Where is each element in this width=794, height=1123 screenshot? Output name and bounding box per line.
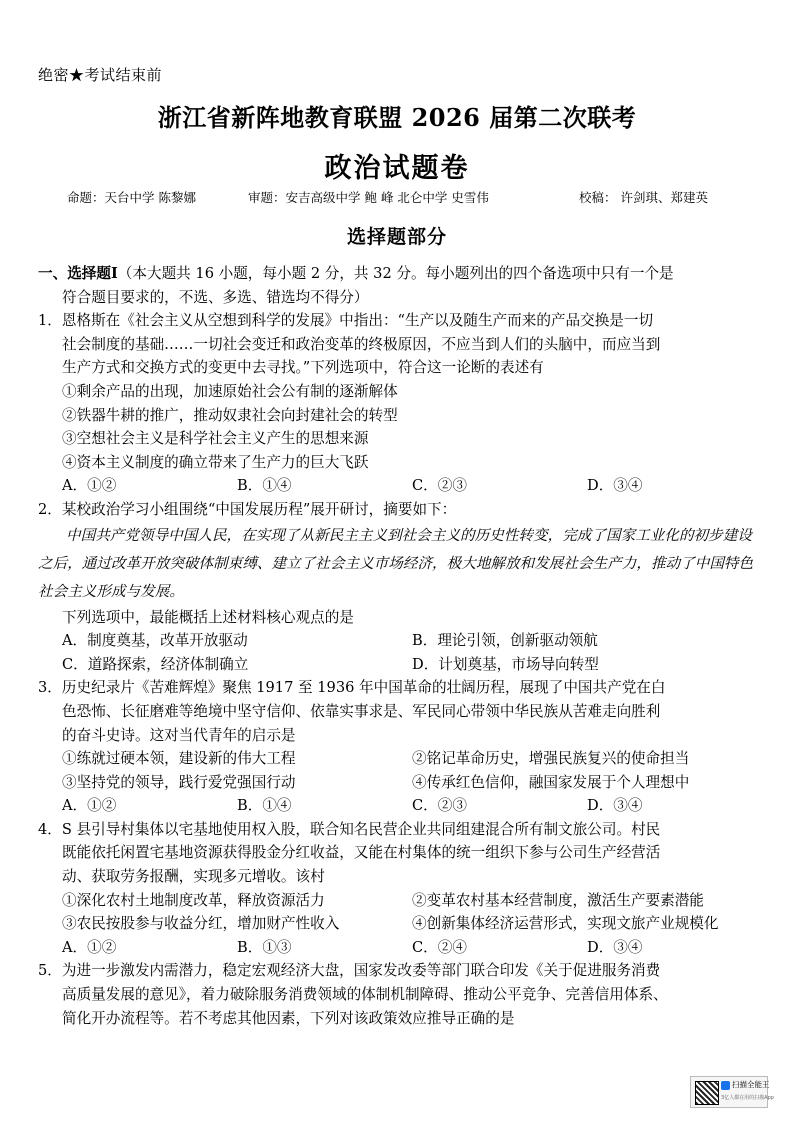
section-title: 选择题部分 xyxy=(346,226,447,248)
confidential-mark: 绝密★考试结束前 xyxy=(38,66,163,84)
qr-code-icon xyxy=(695,1081,719,1105)
q3-item: ②铭记革命历史，增强民族复兴的使命担当 xyxy=(412,750,690,768)
q4-option-a: A．①② xyxy=(62,938,117,956)
q4-item: ①深化农村土地制度改革，释放资源活力 xyxy=(62,891,325,909)
q2-option-c: C．道路探索，经济体制确立 xyxy=(62,655,249,673)
q3-item: ④传承红色信仰，融国家发展于个人理想中 xyxy=(412,773,690,791)
q5-stem-line: 简化开办流程等。若不考虑其他因素，下列对该政策效应推导正确的是 xyxy=(62,1009,515,1027)
q5-stem-line: 高质量发展的意见》，着力破除服务消费领域的体制机制障碍、推动公平竞争、完善信用体系、 xyxy=(62,986,668,1004)
scanner-name: 扫描全能王 xyxy=(732,1080,770,1089)
q1-stem-line: 社会制度的基础……一切社会变迁和政治变革的终极原因，不应当到人们的头脑中，而应当到 xyxy=(62,335,661,353)
q4-stem-line: 既能依托闲置宅基地资源获得股金分红收益，又能在村集体的统一组织下参与公司生产经营活 xyxy=(62,844,661,862)
q4-option-d: D．③④ xyxy=(587,938,643,956)
q4-item: ②变革农村基本经营制度，激活生产要素潜能 xyxy=(412,891,704,909)
q5-stem-line: 5．为进一步激发内需潜力，稳定宏观经济大盘，国家发改委等部门联合印发《关于促进服务消费 xyxy=(38,962,661,980)
scanner-tagline: 3亿人都在用的扫描App xyxy=(721,1095,774,1101)
q2-option-b: B．理论引领，创新驱动领航 xyxy=(412,632,598,650)
q1-options xyxy=(38,474,762,498)
q1-option-b: B．①④ xyxy=(237,477,292,495)
q2-options-row xyxy=(38,629,762,653)
q2-option-a: A．制度奠基，改革开放驱动 xyxy=(62,632,248,650)
q3-option-b: B．①④ xyxy=(237,797,292,815)
q1-option-a: A．①② xyxy=(62,477,117,495)
subject-title: 政治试题卷 xyxy=(324,153,470,184)
q2-option-d: D．计划奠基，市场导向转型 xyxy=(412,655,599,673)
q3-stem-line: 3．历史纪录片《苦难辉煌》聚焦 1917 至 1936 年中国革命的壮阔历程，展现了中国共产党在白 xyxy=(38,679,666,697)
q3-options xyxy=(38,794,762,818)
q3-items-row xyxy=(38,747,762,771)
scanner-watermark xyxy=(690,1076,774,1108)
credit-reviewer: 审题：安吉高级中学 鲍 峰 北仑中学 史雪伟 xyxy=(248,190,489,205)
q4-option-b: B．①③ xyxy=(237,938,292,956)
q1-item: ④资本主义制度的确立带来了生产力的巨大飞跃 xyxy=(62,453,369,471)
instructions-head: 一、选择题Ⅰ xyxy=(38,265,118,282)
q4-stem-line: 动、获取劳务报酬，实现多元增收。该村 xyxy=(62,868,325,886)
q4-stem-line: 4．S 县引导村集体以宅基地使用权入股，联合知名民营企业共同组建混合所有制文旅公司。村民 xyxy=(38,820,661,838)
credit-author: 命题：天台中学 陈黎娜 xyxy=(67,190,196,205)
questions-body xyxy=(38,262,762,1030)
q4-item: ③农民按股参与收益分红，增加财产性收入 xyxy=(62,915,340,933)
q4-option-c: C．②④ xyxy=(412,938,467,956)
q1-stem-line: 1．恩格斯在《社会主义从空想到科学的发展》中指出：“生产以及随生产而来的产品交换是一切 xyxy=(38,312,654,330)
q3-items-row xyxy=(38,771,762,795)
q3-option-c: C．②③ xyxy=(412,797,467,815)
q1-item: ③空想社会主义是科学社会主义产生的思想来源 xyxy=(62,430,369,448)
credit-proofreader: 校稿： 许剑琪、郑建英 xyxy=(579,190,708,205)
q1-stem-line: 生产方式和交换方式的变更中去寻找。”下列选项中，符合这一论断的表述有 xyxy=(62,359,544,377)
q1-item: ①剩余产品的出现，加速原始社会公有制的逐渐解体 xyxy=(62,382,398,400)
q4-items-row xyxy=(38,912,762,936)
q4-options xyxy=(38,936,762,960)
q4-item: ④创新集体经济运营形式，实现文旅产业规模化 xyxy=(412,915,719,933)
q3-option-a: A．①② xyxy=(62,797,117,815)
q1-option-c: C．②③ xyxy=(412,477,467,495)
q1-option-d: D．③④ xyxy=(587,477,643,495)
q3-stem-line: 的奋斗史诗。这对当代青年的启示是 xyxy=(62,726,296,744)
q2-material: 中国共产党领导中国人民，在实现了从新民主主义到社会主义的历史性转变，完成了国家工业化的初步建设之后，通过改革开放突破体制束缚、建立了社会主义市场经济，极大地解放和发展社会生产力，推动了中国特色社会主义形成与发展。 xyxy=(38,526,754,600)
q4-items-row xyxy=(38,889,762,913)
q1-item: ②铁器牛耕的推广，推动奴隶社会向封建社会的转型 xyxy=(62,406,398,424)
q3-option-d: D．③④ xyxy=(587,797,643,815)
scanner-logo-icon xyxy=(721,1081,730,1090)
q2-stem: 2．某校政治学习小组围绕“中国发展历程”展开研讨，摘要如下： xyxy=(38,500,457,518)
instructions-line-2: 符合题目要求的，不选、多选、错选均不得分） xyxy=(62,288,369,306)
q3-item: ①练就过硬本领，建设新的伟大工程 xyxy=(62,750,296,768)
q3-stem-line: 色恐怖、长征磨难等绝境中坚守信仰、依靠实事求是、军民同心带领中华民族从苦难走向胜利 xyxy=(62,702,661,720)
q2-question: 下列选项中，最能概括上述材料核心观点的是 xyxy=(62,608,354,626)
q2-options-row xyxy=(38,653,762,677)
exam-title: 浙江省新阵地教育联盟 2026 届第二次联考 xyxy=(157,103,637,132)
q3-item: ③坚持党的领导，践行爱党强国行动 xyxy=(62,773,296,791)
instructions-line-1: 一、选择题Ⅰ（本大题共 16 小题，每小题 2 分，共 32 分。每小题列出的四个备选项中只有一个是 xyxy=(38,265,674,282)
